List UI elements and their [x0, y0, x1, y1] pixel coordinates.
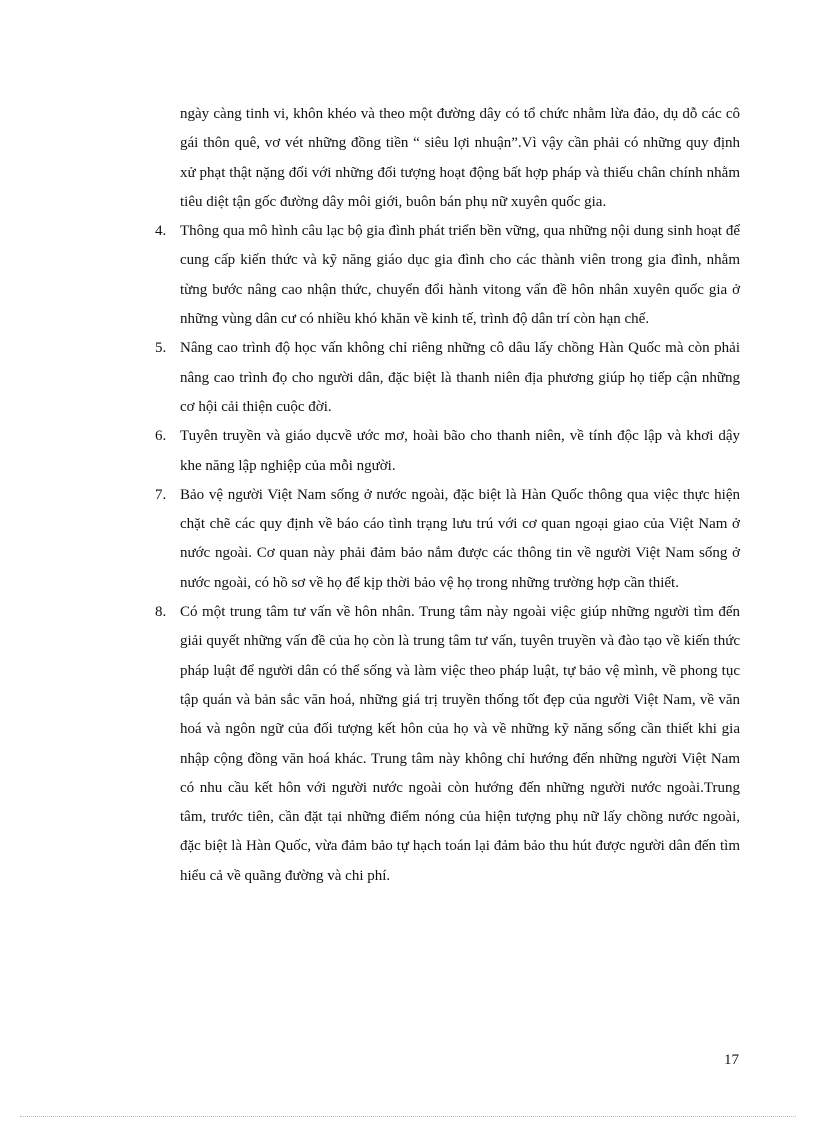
list-item-7 — [155, 481, 740, 598]
list-item-8 — [155, 598, 740, 891]
list-item-6 — [155, 422, 740, 481]
list-number: 7. — [155, 486, 167, 503]
list-item-text: Thông qua mô hình câu lạc bộ gia đình phát triển bền vững, qua những nội dung sinh hoạt để cung cấp kiến thức và kỹ năng giáo dục gia đình cho các thành viên trong gia đình, nhằm từng bước nâng cao nhận thức, chuyển đổi hành vitong vấn đề hôn nhân xuyên quốc gia ở những vùng dân cư có nhiều khó khăn về kinh tế, trình độ dân trí còn hạn chế. — [180, 223, 740, 328]
list-item-text: Bảo vệ người Việt Nam sống ở nước ngoài, đặc biệt là Hàn Quốc thông qua việc thực hiện chặt chẽ các quy định về báo cáo tình trạng lưu trú với cơ quan ngoại giao của Việt Nam ở nước ngoài. Cơ quan này phải đảm bảo nắm được các thông tin về người Việt Nam sống ở nước ngoài, có hồ sơ về họ để kịp thời bảo vệ họ trong những trường hợp cần thiết. — [180, 486, 740, 591]
intro-paragraph: ngày càng tinh vi, khôn khéo và theo một đường dây có tổ chức nhằm lừa đảo, dụ dỗ các cô gái thôn quê, vơ vét những đồng tiền “ siêu lợi nhuận”.Vì vậy cần phải có những quy định xử phạt thật nặng đối với những đối tượng hoạt động bất hợp pháp và thiếu chân chính nhằm tiêu diệt tận gốc đường dây môi giới, buôn bán phụ nữ xuyên quốc gia. — [180, 106, 740, 210]
page-body — [155, 100, 740, 891]
list-item-4 — [155, 217, 740, 334]
list-item-text: Tuyên truyền và giáo dụcvề ước mơ, hoài bão cho thanh niên, về tính độc lập và khơi dậy khe năng lập nghiệp của mỗi người. — [180, 428, 740, 474]
page-bottom-divider — [20, 1116, 796, 1117]
list-item-text: Nâng cao trình độ học vấn không chỉ riêng những cô dâu lấy chồng Hàn Quốc mà còn phải nâng cao trình đọ cho người dân, đặc biệt là thanh niên địa phương giúp họ tiếp cận những cơ hội cải thiện cuộc đời. — [180, 340, 740, 415]
list-number: 4. — [155, 223, 167, 240]
list-item-text: Có một trung tâm tư vấn về hôn nhân. Trung tâm này ngoài việc giúp những người tìm đến giải quyết những vấn đề của họ còn là trung tâm tư vấn, tuyên truyền và đào tạo về kiến thức pháp luật để người dân có thể sống và làm việc theo pháp luật, tự bảo vệ mình, về phong tục tập quán và bản sắc văn hoá, những giá trị truyền thống tốt đẹp của người Việt Nam, về văn hoá và ngôn ngữ của đối tượng kết hôn của họ và về những kỹ năng sống cần thiết khi gia nhập cộng đồng văn hoá khác. Trung tâm này không chỉ hướng đến những người Việt Nam có nhu cầu kết hôn với người nước ngoài còn hướng đến những người nước ngoài.Trung tâm, trước tiên, cần đặt tại những điểm nóng của hiện tượng phụ nữ lấy chồng nước ngoài, đặc biệt là Hàn Quốc, vừa đảm bảo tự hạch toán lại đảm bảo thu hút được người dân đến tìm hiểu cả về quãng đường và chi phí. — [180, 604, 740, 884]
page-number: 17 — [724, 1052, 739, 1068]
list-number: 6. — [155, 428, 167, 445]
list-number: 5. — [155, 340, 167, 357]
list-number: 8. — [155, 604, 167, 621]
list-item-5 — [155, 334, 740, 422]
